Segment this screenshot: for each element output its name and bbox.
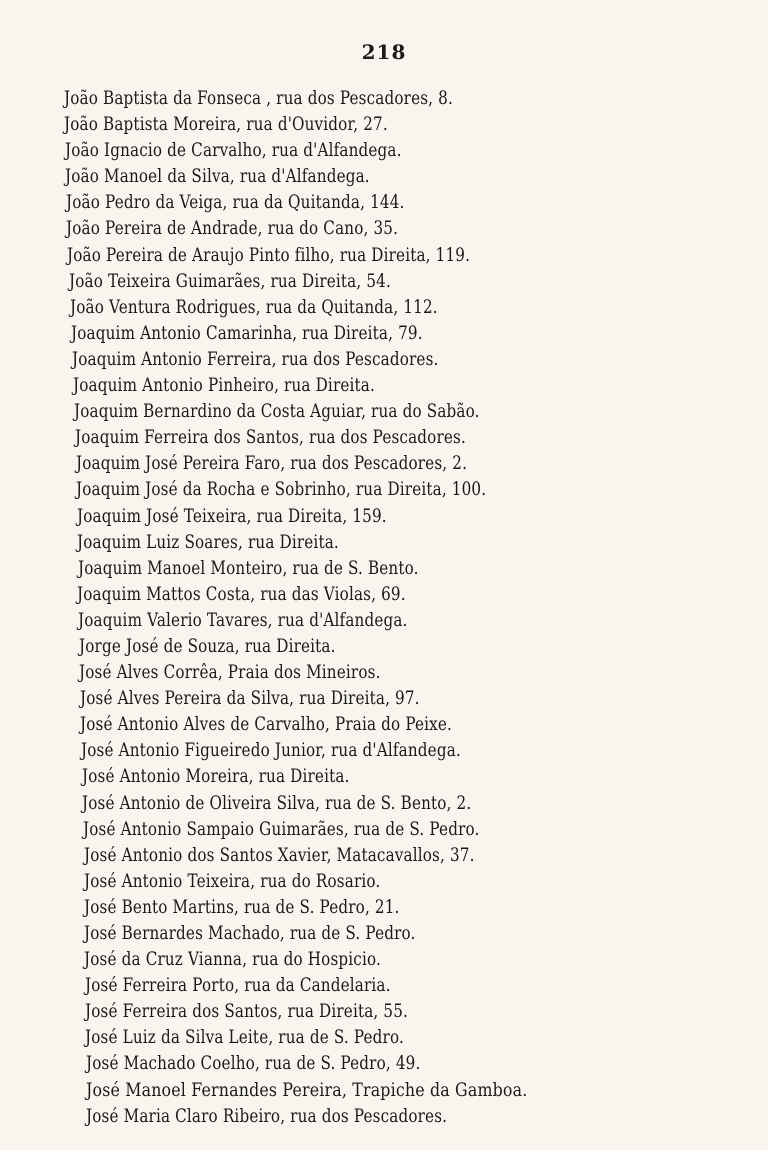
directory-entry: José da Cruz Vianna, rua do Hospicio. bbox=[84, 949, 382, 971]
directory-entry: João Teixeira Guimarães, rua Direita, 54. bbox=[69, 270, 391, 292]
directory-entry: José Antonio Figueiredo Junior, rua d'Alfandega. bbox=[81, 740, 461, 762]
directory-entry: Joaquim Antonio Camarinha, rua Direita, 79. bbox=[71, 322, 423, 344]
directory-entry: Joaquim Luiz Soares, rua Direita. bbox=[77, 531, 339, 553]
directory-entry: Joaquim Antonio Pinheiro, rua Direita. bbox=[73, 375, 375, 397]
directory-entry: José Bento Martins, rua de S. Pedro, 21. bbox=[84, 896, 400, 918]
directory-entry: Jorge José de Souza, rua Direita. bbox=[79, 635, 336, 657]
directory-entry: Joaquim Bernardino da Costa Aguiar, rua do Sabão. bbox=[74, 401, 480, 423]
directory-entry: José Antonio Alves de Carvalho, Praia do Peixe. bbox=[80, 714, 453, 736]
directory-entry: Joaquim Mattos Costa, rua das Violas, 69. bbox=[77, 583, 406, 605]
directory-entry: Joaquim José Teixeira, rua Direita, 159. bbox=[77, 505, 387, 527]
directory-entry: Joaquim José Pereira Faro, rua dos Pescadores, 2. bbox=[76, 453, 468, 475]
directory-entry: João Baptista Moreira, rua d'Ouvidor, 27. bbox=[64, 114, 388, 136]
directory-entry: José Antonio Sampaio Guimarães, rua de S. Pedro. bbox=[83, 818, 480, 840]
directory-entry: José Machado Coelho, rua de S. Pedro, 49. bbox=[86, 1053, 421, 1075]
directory-entry: José Antonio dos Santos Xavier, Matacavallos, 37. bbox=[84, 844, 475, 866]
directory-entry: João Manoel da Silva, rua d'Alfandega. bbox=[65, 166, 370, 188]
directory-entry: José Antonio Teixeira, rua do Rosario. bbox=[84, 870, 381, 892]
directory-entry: Joaquim Ferreira dos Santos, rua dos Pescadores. bbox=[75, 427, 466, 449]
directory-entry: José Ferreira dos Santos, rua Direita, 55. bbox=[85, 1001, 409, 1023]
directory-entry: João Ignacio de Carvalho, rua d'Alfandega. bbox=[65, 140, 402, 162]
directory-entry: João Ventura Rodrigues, rua da Quitanda, 112. bbox=[70, 296, 438, 318]
directory-entry: José Alves Corrêa, Praia dos Mineiros. bbox=[79, 662, 381, 684]
directory-entry: João Pereira de Araujo Pinto filho, rua Direita, 119. bbox=[67, 244, 471, 266]
directory-entry: José Manoel Fernandes Pereira, Trapiche da Gamboa. bbox=[86, 1079, 528, 1101]
directory-entry: João Baptista da Fonseca , rua dos Pescadores, 8. bbox=[64, 88, 453, 109]
directory-entry: Joaquim Manoel Monteiro, rua de S. Bento. bbox=[78, 557, 419, 579]
directory-entry: José Antonio de Oliveira Silva, rua de S. Bento, 2. bbox=[82, 792, 472, 814]
directory-entry: José Ferreira Porto, rua da Candelaria. bbox=[85, 975, 391, 997]
directory-entry: José Alves Pereira da Silva, rua Direita, 97. bbox=[80, 688, 420, 710]
directory-entry: João Pereira de Andrade, rua do Cano, 35. bbox=[66, 218, 399, 240]
directory-entry: Joaquim Antonio Ferreira, rua dos Pescadores. bbox=[72, 348, 439, 370]
directory-list bbox=[0, 86, 768, 1130]
directory-entry: Joaquim Valerio Tavares, rua d'Alfandega. bbox=[78, 609, 408, 631]
directory-entry: José Bernardes Machado, rua de S. Pedro. bbox=[84, 923, 416, 944]
directory-entry: José Antonio Moreira, rua Direita. bbox=[82, 766, 350, 788]
directory-entry: Joaquim José da Rocha e Sobrinho, rua Direita, 100. bbox=[76, 479, 487, 501]
directory-entry: José Maria Claro Ribeiro, rua dos Pescadores. bbox=[86, 1105, 448, 1127]
directory-entry: José Luiz da Silva Leite, rua de S. Pedro. bbox=[85, 1027, 404, 1049]
directory-entry: João Pedro da Veiga, rua da Quitanda, 144. bbox=[66, 192, 405, 214]
page-number: 218 bbox=[361, 40, 407, 64]
